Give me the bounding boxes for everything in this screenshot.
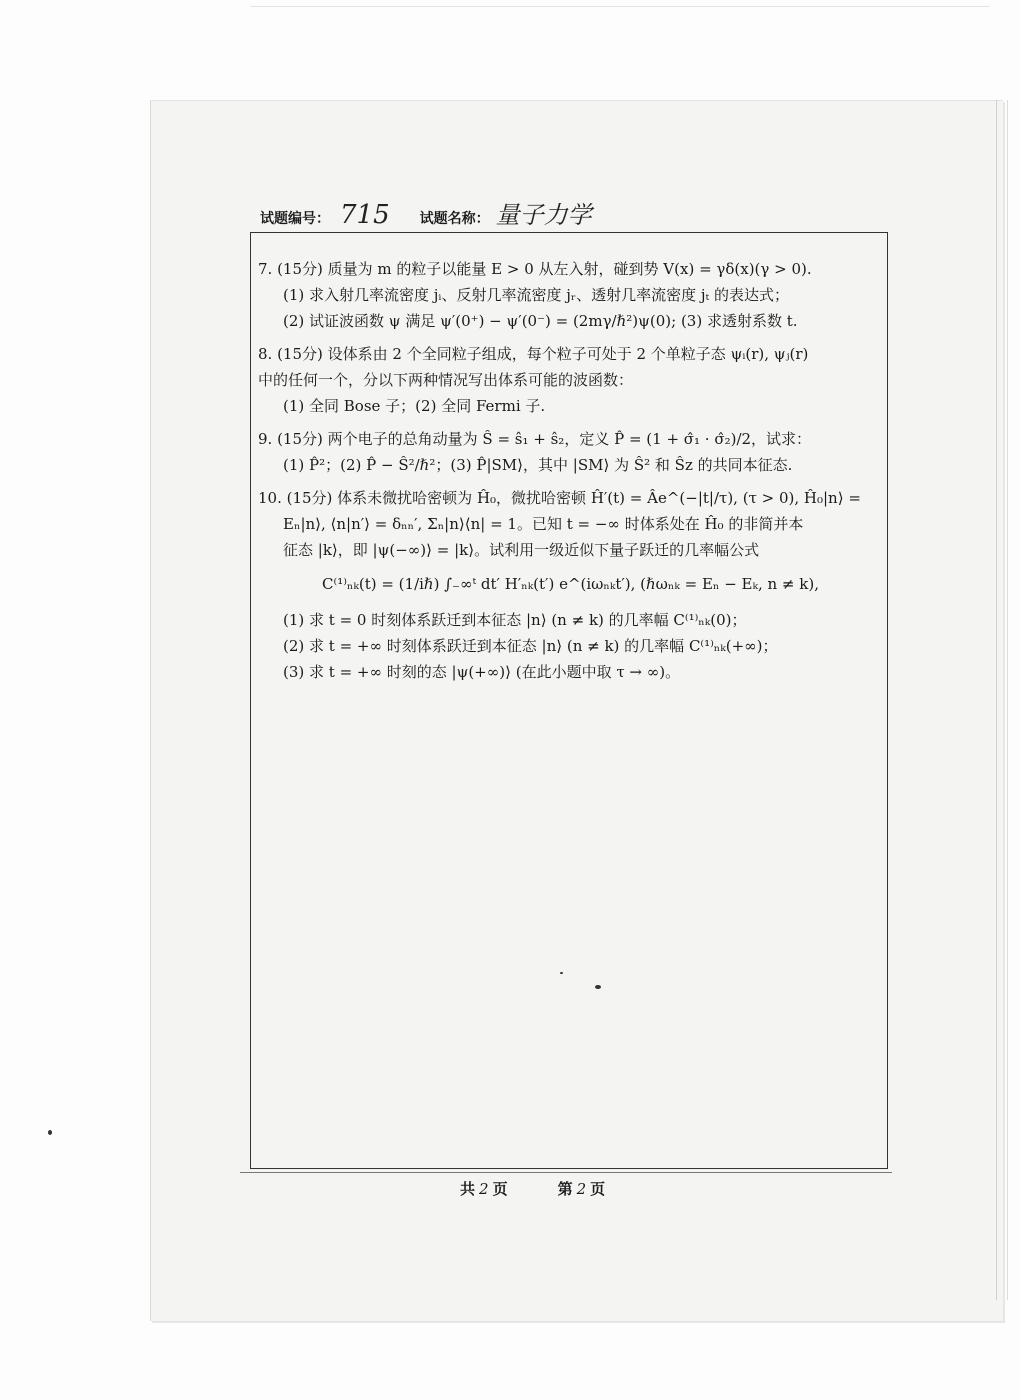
sub-question: (3) 求 t = +∞ 时刻的态 |ψ(+∞)⟩ (在此小题中取 τ → ∞)。 <box>283 663 681 681</box>
scan-top-edge <box>250 6 990 7</box>
question-10 <box>258 485 883 685</box>
page-total <box>460 1178 508 1199</box>
exam-header <box>260 195 592 230</box>
question-line: 7. (15分) 质量为 m 的粒子以能量 E > 0 从左入射，碰到势 V(x) = γδ(x)(γ > 0). <box>258 260 812 278</box>
transition-amplitude-formula: C⁽¹⁾ₙₖ(t) = (1/iℏ) ∫₋∞ᵗ dt′ H′ₙₖ(t′) e^(iωₙₖt′), (ℏωₙₖ = Eₙ − Eₖ, n ≠ k), <box>322 575 819 593</box>
scan-speck <box>48 1130 52 1135</box>
exam-code-value: 715 <box>340 200 390 230</box>
page-number <box>558 1178 606 1199</box>
page-total-suffix: 页 <box>492 1180 508 1198</box>
question-line: 9. (15分) 两个电子的总角动量为 Ŝ = ŝ₁ + ŝ₂，定义 P̂ = (1 + σ̂₁ · σ̂₂)/2，试求： <box>258 430 812 448</box>
question-line: Eₙ|n⟩, ⟨n|n′⟩ = δₙₙ′, Σₙ|n⟩⟨n| = 1。已知 t = −∞ 时体系处在 Ĥ₀ 的非简并本 <box>283 515 804 533</box>
question-8 <box>258 341 883 419</box>
scan-speck <box>595 985 601 989</box>
question-line: (1) 全同 Bose 子；(2) 全同 Fermi 子. <box>283 397 546 415</box>
sub-question: (2) 求 t = +∞ 时刻体系跃迁到本征态 |n⟩ (n ≠ k) 的几率幅 C⁽¹⁾ₙₖ(+∞)； <box>283 637 778 655</box>
question-line: (2) 试证波函数 ψ 满足 ψ′(0⁺) − ψ′(0⁻) = (2mγ/ℏ²)ψ(0); (3) 求透射系数 t. <box>283 312 798 330</box>
exam-name-value: 量子力学 <box>495 201 592 229</box>
exam-name-label: 试题名称： <box>419 211 490 227</box>
scan-speck <box>560 972 563 974</box>
sheet-right-edge <box>996 100 1008 1300</box>
question-line: (1) P̂²；(2) P̂ − Ŝ²/ℏ²；(3) P̂|SM⟩，其中 |SM⟩ 为 Ŝ² 和 Ŝz 的共同本征态. <box>283 456 793 474</box>
page-number-suffix: 页 <box>590 1180 606 1198</box>
question-7 <box>258 256 883 334</box>
question-line: 8. (15分) 设体系由 2 个全同粒子组成，每个粒子可处于 2 个单粒子态 ψᵢ(r), ψⱼ(r) <box>258 345 809 363</box>
page-total-value: 2 <box>479 1180 489 1198</box>
page-number-value: 2 <box>576 1180 587 1198</box>
question-line: 征态 |k⟩，即 |ψ(−∞)⟩ = |k⟩。试利用一级近似下量子跃迁的几率幅公式 <box>283 541 760 559</box>
frame-bottom-shadow <box>240 1172 892 1173</box>
question-line: 中的任何一个，分以下两种情况写出体系可能的波函数： <box>258 371 634 389</box>
page-total-prefix: 共 <box>460 1180 476 1198</box>
question-list <box>258 256 883 692</box>
question-line: 10. (15分) 体系未微扰哈密顿为 Ĥ₀，微扰哈密顿 Ĥ′(t) = Âe^(−|t|/τ), (τ > 0), Ĥ₀|n⟩ = <box>258 489 861 507</box>
question-9 <box>258 426 883 478</box>
sub-question: (1) 求 t = 0 时刻体系跃迁到本征态 |n⟩ (n ≠ k) 的几率幅 C⁽¹⁾ₙₖ(0)； <box>283 611 747 629</box>
page-number-prefix: 第 <box>557 1180 573 1198</box>
exam-code-label: 试题编号： <box>260 211 330 227</box>
question-line: (1) 求入射几率流密度 jᵢ、反射几率流密度 jᵣ、透射几率流密度 jₜ 的表达式； <box>283 286 789 304</box>
page-footer <box>460 1178 605 1199</box>
